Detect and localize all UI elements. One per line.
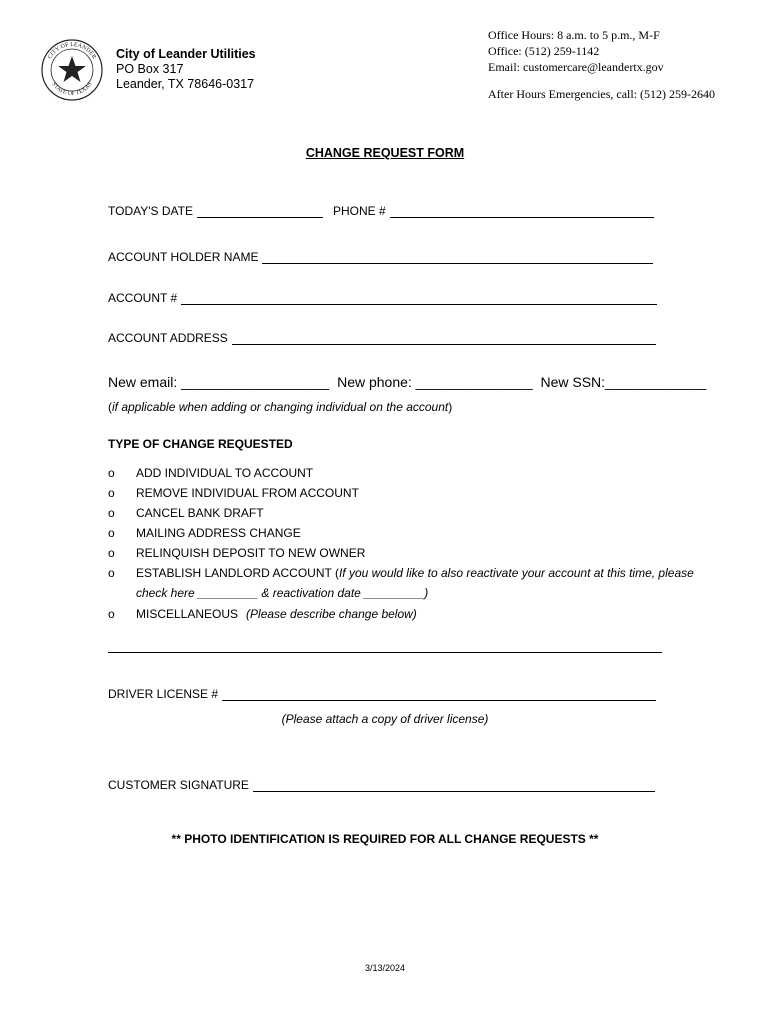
- city-seal-logo: [40, 38, 104, 102]
- contact-info: [488, 27, 715, 102]
- option-landlord-account[interactable]: [108, 566, 694, 580]
- checkbox-circle-icon[interactable]: o: [108, 546, 115, 560]
- note-paren-open: (: [108, 400, 112, 414]
- todays-date-field[interactable]: [197, 205, 323, 218]
- seal-text-bottom: STATE OF TEXAS: [50, 81, 94, 98]
- option-cancel-bank-draft[interactable]: [108, 506, 264, 520]
- account-address-label: ACCOUNT ADDRESS: [108, 331, 228, 345]
- applicable-note-text: if applicable when adding or changing individual on the account: [112, 400, 449, 414]
- form-title: CHANGE REQUEST FORM: [305, 146, 465, 160]
- option-label: CANCEL BANK DRAFT: [136, 506, 264, 520]
- option-label: MAILING ADDRESS CHANGE: [136, 526, 301, 540]
- signature-row: [108, 778, 655, 792]
- driver-license-label: DRIVER LICENSE #: [108, 687, 219, 701]
- misc-description-line[interactable]: [108, 652, 662, 653]
- checkbox-circle-icon[interactable]: o: [108, 486, 115, 500]
- option-label: REMOVE INDIVIDUAL FROM ACCOUNT: [136, 486, 359, 500]
- account-number-field[interactable]: [181, 292, 657, 305]
- option-label: MISCELLANEOUS: [136, 607, 239, 621]
- checkbox-circle-icon[interactable]: o: [108, 526, 115, 540]
- misc-note: (Please describe change below): [246, 607, 417, 621]
- org-name: City of Leander Utilities: [116, 47, 256, 61]
- option-label: ESTABLISH LANDLORD ACCOUNT (: [136, 566, 339, 580]
- option-remove-individual[interactable]: [108, 486, 359, 500]
- contact-email: Email: customercare@leandertx.gov: [488, 60, 664, 74]
- photo-id-notice: ** PHOTO IDENTIFICATION IS REQUIRED FOR ALL CHANGE REQUESTS **: [171, 832, 599, 846]
- account-holder-field[interactable]: [262, 251, 653, 264]
- new-phone-field[interactable]: New phone: _______________: [337, 374, 533, 390]
- signature-label: CUSTOMER SIGNATURE: [108, 778, 249, 792]
- office-phone: Office: (512) 259-1142: [488, 44, 600, 58]
- driver-license-row: [108, 687, 656, 701]
- po-box: PO Box 317: [116, 62, 184, 76]
- account-address-row: [108, 331, 656, 345]
- note-paren-close: ): [448, 400, 453, 414]
- landlord-note-line2[interactable]: check here _________ & reactivation date _________): [136, 586, 429, 600]
- svg-text:STATE OF TEXAS: [50, 81, 93, 97]
- landlord-note: If you would like to also reactivate your account at this time, please: [338, 566, 694, 580]
- checkbox-circle-icon[interactable]: o: [108, 566, 115, 580]
- option-miscellaneous[interactable]: [108, 607, 417, 621]
- checkbox-circle-icon[interactable]: o: [108, 466, 115, 480]
- account-holder-label: ACCOUNT HOLDER NAME: [108, 250, 259, 264]
- office-hours: Office Hours: 8 a.m. to 5 p.m., M-F: [488, 28, 660, 42]
- new-ssn-field[interactable]: New SSN:_____________: [540, 374, 707, 390]
- type-heading: TYPE OF CHANGE REQUESTED: [108, 437, 293, 451]
- option-label: ADD INDIVIDUAL TO ACCOUNT: [136, 466, 314, 480]
- new-email-field[interactable]: New email: ___________________: [108, 374, 330, 390]
- todays-date-label: TODAY'S DATE: [108, 204, 193, 218]
- account-holder-row: [108, 250, 653, 264]
- checkbox-circle-icon[interactable]: o: [108, 607, 115, 621]
- new-info-row: [108, 374, 706, 390]
- date-phone-row: [108, 204, 654, 218]
- city-state-zip: Leander, TX 78646-0317: [116, 77, 255, 91]
- applicable-note: [108, 400, 452, 414]
- option-relinquish-deposit[interactable]: [108, 546, 365, 560]
- account-number-row: [108, 291, 657, 305]
- phone-field[interactable]: [390, 205, 654, 218]
- option-mailing-address[interactable]: [108, 526, 301, 540]
- signature-field[interactable]: [253, 779, 655, 792]
- driver-license-field[interactable]: [222, 688, 656, 701]
- seal-text-top: CITY OF LEANDER: [47, 41, 97, 61]
- organization-address: [116, 47, 256, 92]
- after-hours-phone: After Hours Emergencies, call: (512) 259-2640: [488, 87, 716, 101]
- driver-license-note: (Please attach a copy of driver license): [281, 712, 489, 726]
- form-revision-date: 3/13/2024: [364, 963, 406, 973]
- account-address-field[interactable]: [232, 332, 656, 345]
- phone-label: PHONE #: [332, 204, 386, 218]
- option-label: RELINQUISH DEPOSIT TO NEW OWNER: [136, 546, 366, 560]
- option-add-individual[interactable]: [108, 466, 313, 480]
- checkbox-circle-icon[interactable]: o: [108, 506, 115, 520]
- account-number-label: ACCOUNT #: [108, 291, 178, 305]
